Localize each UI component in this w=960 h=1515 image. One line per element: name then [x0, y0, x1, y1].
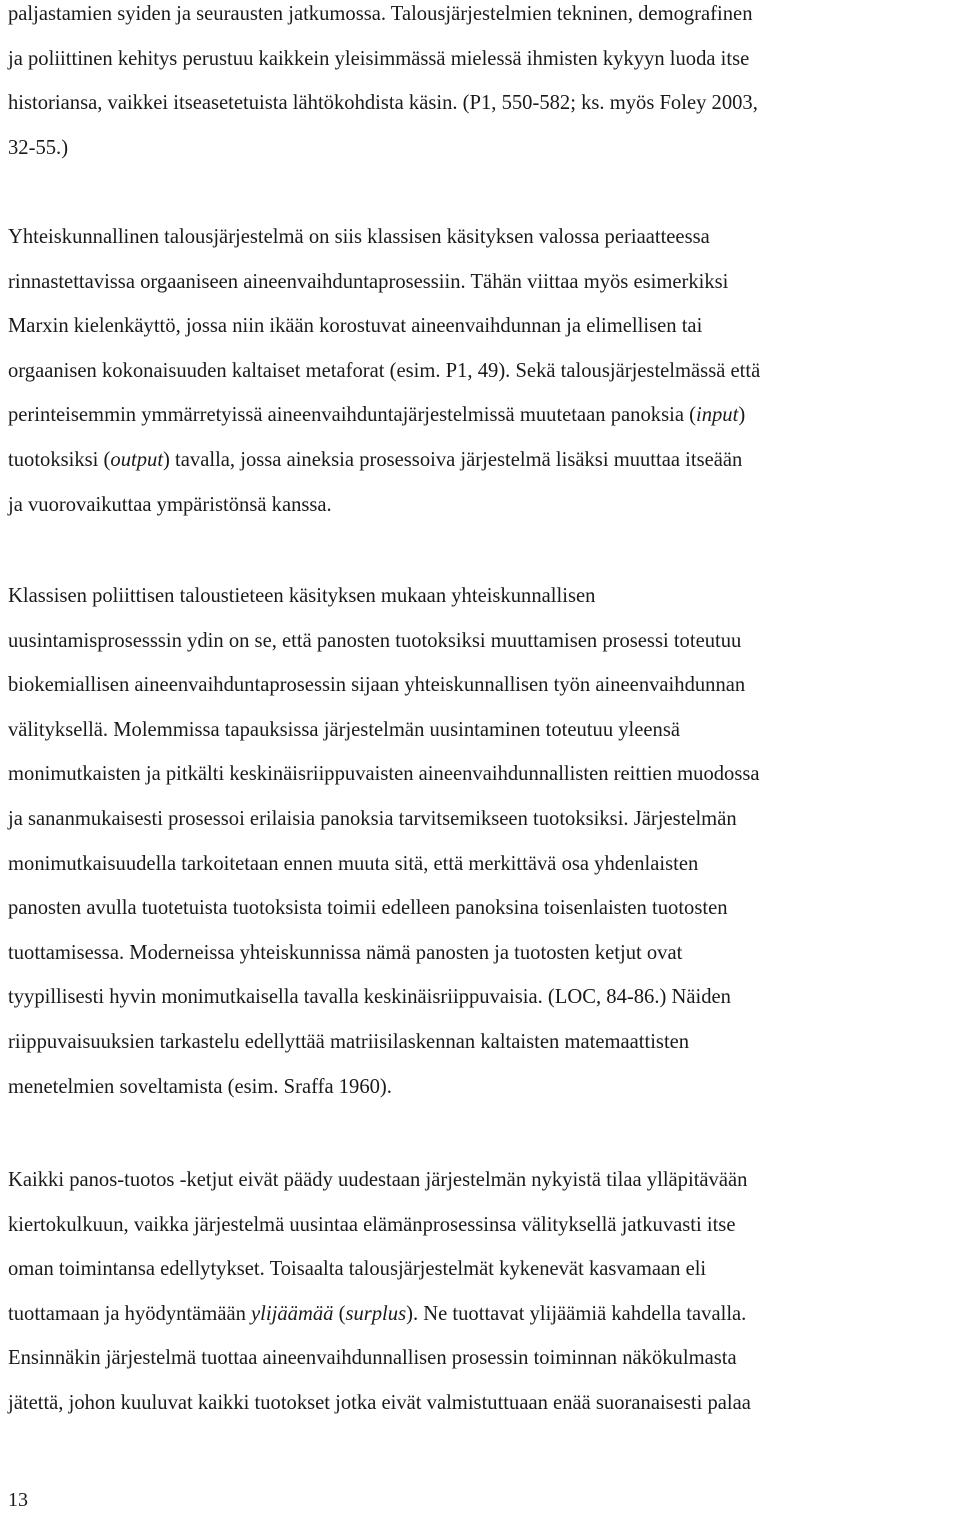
- text-line: jätettä, johon kuuluvat kaikki tuotokset jotka eivät valmistuttuaan enää suoranaisesti palaa: [8, 1391, 751, 1414]
- text-line: ja poliittinen kehitys perustuu kaikkein yleisimmässä mielessä ihmisten kykyyn luoda itse: [8, 47, 750, 70]
- text-line: kiertokulkuun, vaikka järjestelmä uusintaa elämänprosessinsa välityksellä jatkuvasti itse: [8, 1213, 736, 1236]
- text-line: ja sananmukaisesti prosessoi erilaisia panoksia tarvitsemikseen tuotoksiksi. Järjestelmän: [8, 807, 737, 830]
- text-line: välityksellä. Molemmissa tapauksissa järjestelmän uusintaminen toteutuu yleensä: [8, 718, 681, 741]
- paragraph-2: [8, 215, 958, 527]
- text-line: Kaikki panos-tuotos -ketjut eivät päädy uudestaan järjestelmän nykyistä tilaa ylläpitävään: [8, 1169, 748, 1191]
- page-number: 13: [8, 1489, 28, 1511]
- text-line: perinteisemmin ymmärretyissä aineenvaihduntajärjestelmissä muutetaan panoksia (input): [8, 404, 746, 427]
- paragraph-4: [8, 1158, 958, 1426]
- text-line: uusintamisprosesssin ydin on se, että panosten tuotoksiksi muuttamisen prosessi toteutuu: [8, 629, 742, 652]
- text-line: monimutkaisuudella tarkoitetaan ennen muuta sitä, että merkittävä osa yhdenlaisten: [8, 852, 699, 875]
- text-line: ja vuorovaikuttaa ympäristönsä kanssa.: [8, 493, 332, 516]
- text-line: rinnastettavissa orgaaniseen aineenvaihduntaprosessiin. Tähän viittaa myös esimerkiksi: [8, 270, 729, 293]
- text-line: tuotoksiksi (output) tavalla, jossa aineksia prosessoiva järjestelmä lisäksi muuttaa itseään: [8, 448, 743, 471]
- paragraph-1: [8, 0, 958, 170]
- text-line: tuottamisessa. Moderneissa yhteiskunnissa nämä panosten ja tuotosten ketjut ovat: [8, 941, 683, 964]
- text-line: orgaanisen kokonaisuuden kaltaiset metaforat (esim. P1, 49). Sekä talousjärjestelmässä että: [8, 359, 761, 382]
- text-line: tuottamaan ja hyödyntämään ylijäämää (surplus). Ne tuottavat ylijäämiä kahdella tavalla.: [8, 1302, 747, 1325]
- text-line: tyypillisesti hyvin monimutkaisella tavalla keskinäisriippuvaisia. (LOC, 84-86.) Näiden: [8, 986, 731, 1009]
- text-line: Yhteiskunnallinen talousjärjestelmä on siis klassisen käsityksen valossa periaatteessa: [8, 226, 710, 248]
- text-line: riippuvaisuuksien tarkastelu edellyttää matriisilaskennan kaltaisten matemaattisten: [8, 1030, 690, 1053]
- italic-term-ylijaamaa: ylijäämää: [251, 1302, 334, 1325]
- text-line: menetelmien soveltamista (esim. Sraffa 1960).: [8, 1075, 392, 1098]
- text-line: 32-55.): [8, 136, 69, 159]
- text-line: oman toimintansa edellytykset. Toisaalta talousjärjestelmät kykenevät kasvamaan eli: [8, 1258, 707, 1281]
- text-line: panosten avulla tuotetuista tuotoksista toimii edelleen panoksina toisenlaisten tuotosten: [8, 897, 728, 920]
- italic-term-output: output: [110, 448, 164, 471]
- text-line: Marxin kielenkäyttö, jossa niin ikään korostuvat aineenvaihdunnan ja elimellisen tai: [8, 315, 703, 338]
- italic-term-surplus: surplus: [345, 1302, 407, 1325]
- text-line: Klassisen poliittisen taloustieteen käsityksen mukaan yhteiskunnallisen: [8, 585, 596, 607]
- italic-term-input: input: [695, 404, 739, 427]
- text-line: paljastamien syiden ja seurausten jatkumossa. Talousjärjestelmien tekninen, demografinen: [8, 3, 753, 25]
- text-line: Ensinnäkin järjestelmä tuottaa aineenvaihdunnallisen prosessin toiminnan näkökulmasta: [8, 1347, 737, 1370]
- text-line: monimutkaisten ja pitkälti keskinäisriippuvaisten aineenvaihdunnallisten reittien muodossa: [8, 763, 760, 786]
- text-line: biokemiallisen aineenvaihduntaprosessin sijaan yhteiskunnallisen työn aineenvaihdunnan: [8, 674, 746, 697]
- paragraph-3: [8, 574, 958, 1109]
- text-line: historiansa, vaikkei itseasetetuista lähtökohdista käsin. (P1, 550-582; ks. myös Foley 2003,: [8, 92, 758, 115]
